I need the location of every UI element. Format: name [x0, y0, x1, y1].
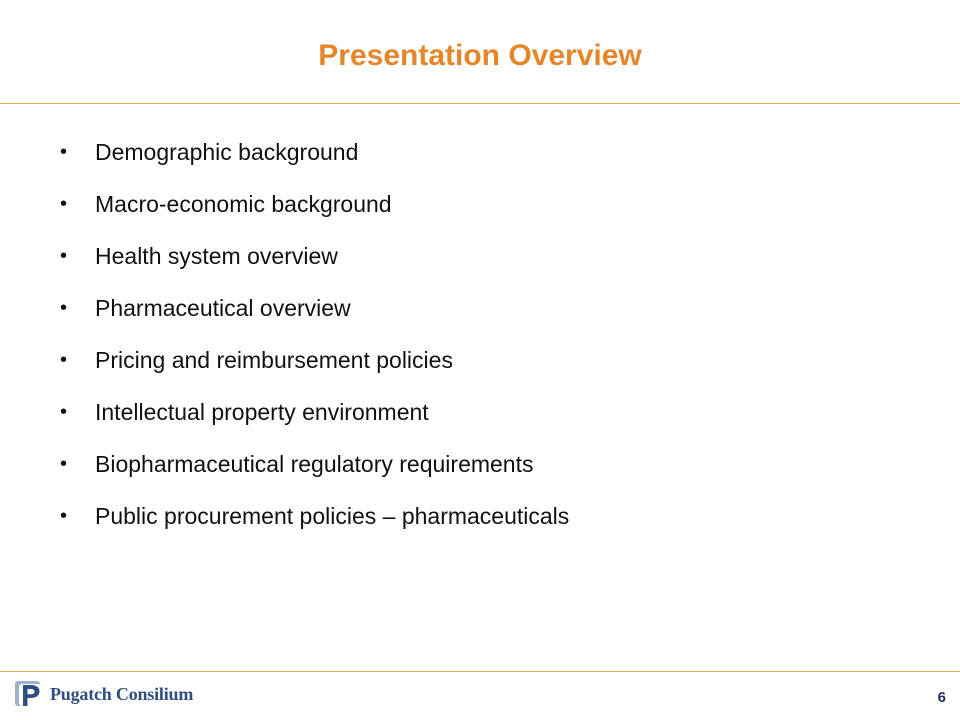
logo-wordmark: Pugatch Consilium [50, 683, 194, 704]
slide-title: Presentation Overview [318, 39, 642, 72]
bullet-text: Macro-economic background [95, 191, 392, 217]
bullet-text: Public procurement policies – pharmaceuticals [95, 503, 570, 529]
footer-divider [0, 671, 960, 672]
page-number: 6 [937, 689, 946, 706]
pugatch-consilium-logo-icon [14, 679, 44, 709]
bullet-text: Pharmaceutical overview [95, 295, 351, 321]
title-divider [0, 103, 960, 104]
bullet-text: Demographic background [95, 139, 359, 165]
bullet-dot: • [60, 349, 68, 371]
bullet-dot: • [60, 505, 68, 527]
bullet-dot: • [60, 453, 68, 475]
bullet-dot: • [60, 297, 68, 319]
bullet-dot: • [60, 401, 68, 423]
bullet-text: Health system overview [95, 243, 338, 269]
bullet-dot: • [60, 193, 68, 215]
bullet-text: Pricing and reimbursement policies [95, 347, 453, 373]
bullet-dot: • [60, 245, 68, 267]
bullet-text: Biopharmaceutical regulatory requirements [95, 451, 534, 477]
bullet-dot: • [60, 141, 68, 163]
pugatch-consilium-logo [14, 679, 193, 709]
bullet-text: Intellectual property environment [95, 399, 429, 425]
